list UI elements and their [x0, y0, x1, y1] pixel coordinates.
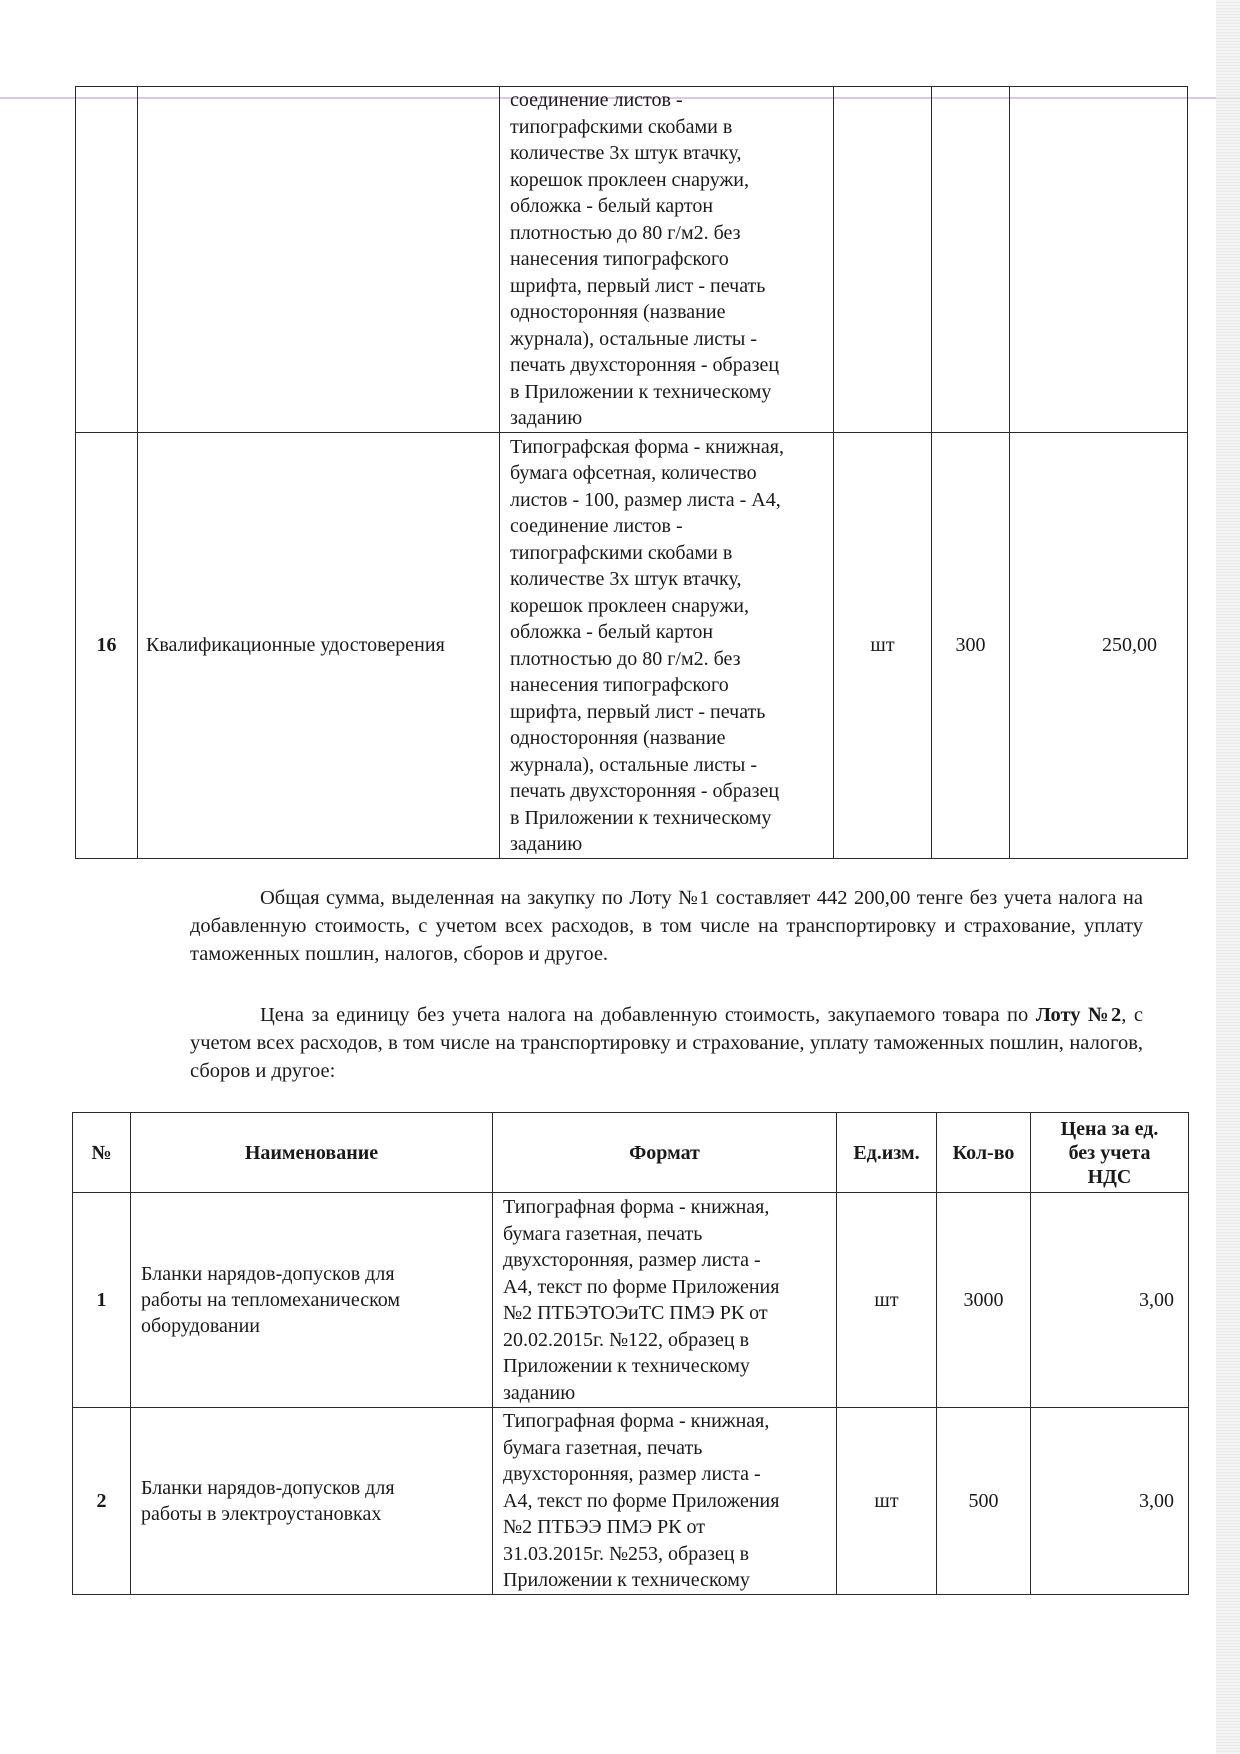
header-price-line: без учета	[1068, 1141, 1151, 1164]
table-row	[73, 1193, 1189, 1408]
item-name-line: оборудовании	[141, 1315, 260, 1337]
table-header-row	[73, 1113, 1189, 1193]
header-quantity: Кол-во	[937, 1113, 1031, 1193]
format-line: шрифта, первый лист - печать	[510, 700, 766, 723]
lot2-paragraph-rest: , с учетом всех расходов, в том числе на транспортировку и страхование, уплату таможенных пошлин, налогов, сборов и другое:	[190, 1004, 1143, 1082]
price-cell: 250,00	[1010, 433, 1188, 859]
format-line: А4, текст по форме Приложения	[503, 1489, 780, 1512]
table-row	[76, 87, 1188, 433]
format-line: Типографная форма - книжная,	[503, 1196, 770, 1218]
format-line: корешок проклеен снаружи,	[510, 168, 750, 191]
format-line: листов - 100, размер листа - А4,	[510, 488, 781, 511]
item-format-cell	[500, 433, 834, 859]
item-name-cell	[138, 87, 500, 433]
format-line: нанесения типографского	[510, 674, 729, 696]
format-line: плотностью до 80 г/м2. без	[510, 647, 741, 670]
format-line: в Приложении к техническому	[510, 380, 772, 403]
format-line: в Приложении к техническому	[510, 806, 772, 829]
format-line: нанесения типографского	[510, 248, 729, 271]
header-price-line: НДС	[1087, 1165, 1132, 1188]
unit-cell	[834, 87, 932, 433]
format-line: односторонняя (название	[510, 727, 726, 749]
format-line: бумага газетная, печать	[503, 1436, 703, 1459]
format-line: заданию	[503, 1381, 576, 1404]
format-line: обложка - белый картон	[510, 195, 714, 218]
format-line: двухсторонняя, размер листа -	[503, 1463, 761, 1485]
row-number-cell: 2	[73, 1408, 131, 1595]
format-line: заданию	[510, 833, 583, 855]
format-line: корешок проклеен снаружи,	[510, 594, 750, 617]
unit-cell: шт	[834, 433, 932, 859]
quantity-cell	[932, 87, 1010, 433]
format-line: А4, текст по форме Приложения	[503, 1275, 780, 1298]
format-line: 31.03.2015г. №253, образец в	[503, 1542, 750, 1565]
header-number: №	[73, 1113, 131, 1193]
format-line: плотностью до 80 г/м2. без	[510, 221, 741, 244]
item-name-line: Бланки нарядов-допусков для	[141, 1263, 395, 1285]
format-line: количестве 3х штук втачку,	[510, 142, 742, 165]
item-name-cell	[131, 1193, 493, 1408]
lot1-total-paragraph: Общая сумма, выделенная на закупку по Лоту №1 составляет 442 200,00 тенге без учета налога на добавленную стоимость, с учетом всех расходов, в том числе на транспортировку и страхование, уплату таможенных пошлин, налогов, сборов и другое.	[190, 887, 1143, 965]
unit-cell: шт	[837, 1193, 937, 1408]
format-line: №2 ПТБЭТОЭиТС ПМЭ РК от	[503, 1302, 768, 1324]
format-line: односторонняя (название	[510, 301, 726, 324]
format-line: бумага офсетная, количество	[510, 462, 757, 484]
format-line: журнала), остальные листы -	[510, 327, 758, 350]
format-line: Приложении к техническому	[503, 1569, 750, 1591]
lot2-price-paragraph	[190, 1001, 1143, 1085]
quantity-cell: 500	[937, 1408, 1031, 1595]
format-line: двухсторонняя, размер листа -	[503, 1249, 761, 1271]
price-cell: 3,00	[1031, 1193, 1189, 1408]
format-line: заданию	[510, 407, 583, 430]
lot2-items-table	[72, 1112, 1189, 1595]
format-line: Типографная форма - книжная,	[503, 1410, 770, 1432]
row-number-cell	[76, 87, 138, 433]
row-number-cell: 1	[73, 1193, 131, 1408]
scan-page-edge	[1216, 0, 1240, 1754]
lot2-paragraph-intro: Цена за единицу без учета налога на добавленную стоимость, закупаемого товара по	[260, 1004, 1036, 1026]
format-line: типографскими скобами в	[510, 115, 733, 138]
header-price	[1031, 1113, 1189, 1193]
format-line: №2 ПТБЭЭ ПМЭ РК от	[503, 1516, 706, 1538]
item-format-cell	[500, 87, 834, 433]
quantity-cell: 300	[932, 433, 1010, 859]
item-format-cell	[493, 1193, 837, 1408]
format-line: печать двухсторонняя - образец	[510, 354, 780, 377]
header-price-line: Цена за ед.	[1060, 1117, 1159, 1140]
format-line: Типографская форма - книжная,	[510, 435, 784, 458]
item-name-line: работы в электроустановках	[141, 1502, 382, 1525]
format-line: соединение листов -	[510, 89, 683, 112]
item-format-cell	[493, 1408, 837, 1595]
format-line: обложка - белый картон	[510, 621, 714, 643]
format-line: 20.02.2015г. №122, образец в	[503, 1328, 750, 1351]
format-line: бумага газетная, печать	[503, 1222, 703, 1245]
unit-cell: шт	[837, 1408, 937, 1595]
quantity-cell: 3000	[937, 1193, 1031, 1408]
item-name-line: Бланки нарядов-допусков для	[141, 1476, 395, 1499]
format-line: журнала), остальные листы -	[510, 753, 758, 776]
header-unit: Ед.изм.	[837, 1113, 937, 1193]
item-name-cell	[131, 1408, 493, 1595]
row-number-cell: 16	[76, 433, 138, 859]
format-line: шрифта, первый лист - печать	[510, 274, 766, 297]
lot2-reference: Лоту №2	[1035, 1004, 1122, 1026]
format-line: Приложении к техническому	[503, 1355, 750, 1377]
format-line: печать двухсторонняя - образец	[510, 780, 780, 802]
table-row	[76, 433, 1188, 859]
format-line: количестве 3х штук втачку,	[510, 568, 742, 590]
header-name: Наименование	[131, 1113, 493, 1193]
item-name-line: работы на тепломеханическом	[141, 1289, 401, 1311]
lot1-items-table-continuation	[75, 86, 1188, 859]
format-line: типографскими скобами в	[510, 541, 733, 564]
format-line: соединение листов -	[510, 515, 683, 537]
item-name-cell: Квалификационные удостоверения	[138, 433, 500, 859]
price-cell	[1010, 87, 1188, 433]
header-format: Формат	[493, 1113, 837, 1193]
price-cell: 3,00	[1031, 1408, 1189, 1595]
table-row	[73, 1408, 1189, 1595]
